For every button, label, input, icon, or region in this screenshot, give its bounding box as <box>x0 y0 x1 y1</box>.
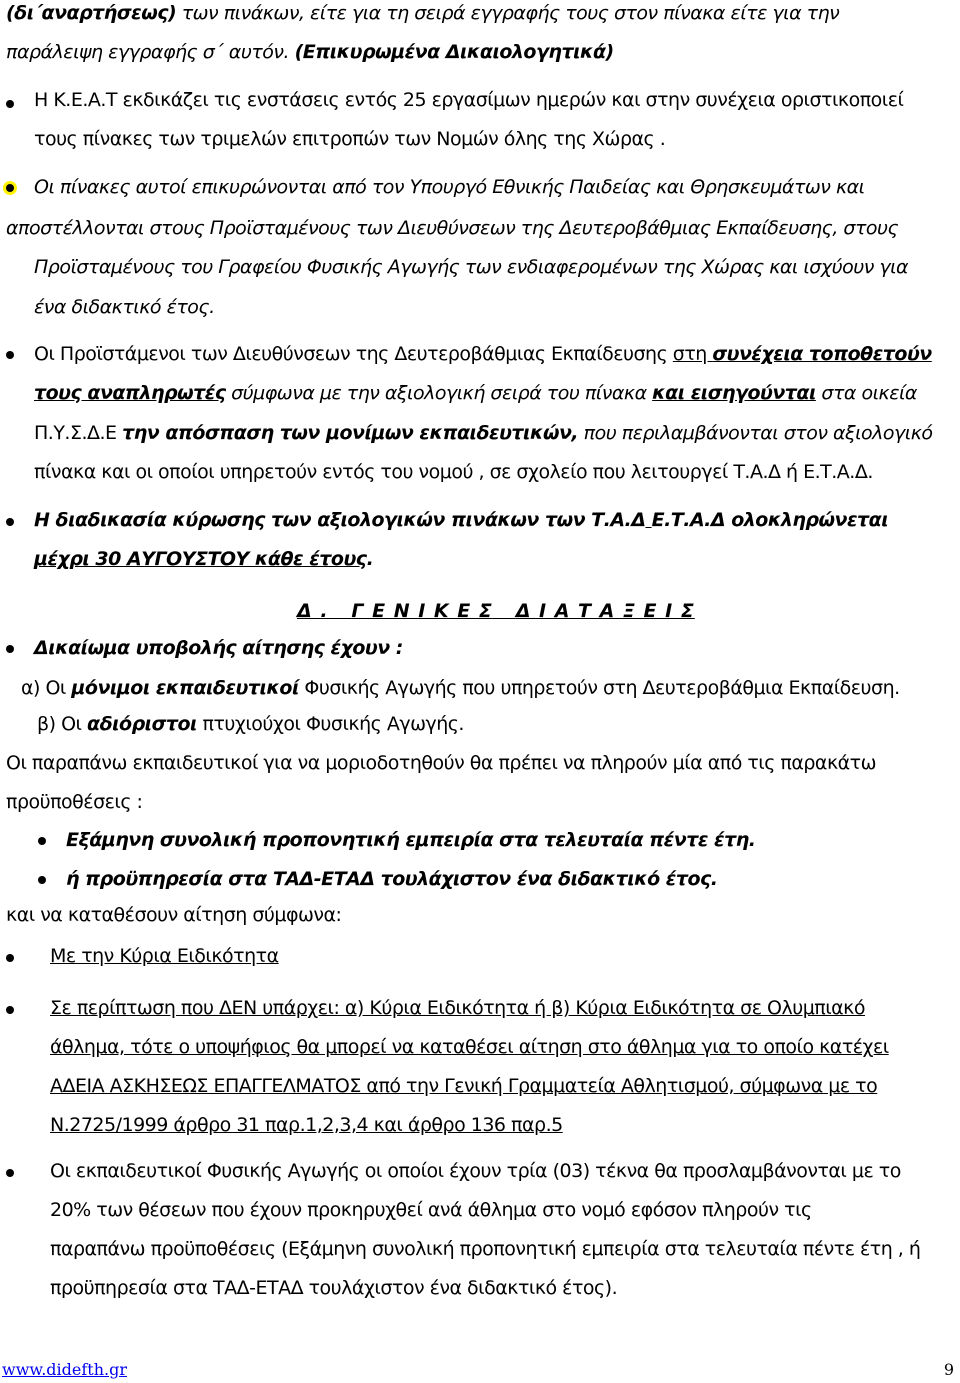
main-specialty-item: Με την Κύρια Ειδικότητα <box>50 945 279 967</box>
directors-text: Οι Προϊστάμενοι των Διευθύνσεων της Δευτεροβάθμιας Εκπαίδευσης <box>34 343 673 365</box>
directors-text-4: που περιλαμβάνονται στον αξιολογικό <box>578 422 933 444</box>
no-specialty-line-3: ΑΔΕΙΑ ΑΣΚΗΣΕΩΣ ΕΠΑΓΓΕΛΜΑΤΟΣ από την Γενική Γραμματεία Αθλητισμού, σύμφωνα με το <box>50 1075 878 1097</box>
directors-underline: στη <box>672 343 713 365</box>
conditions-line-1: Οι παραπάνω εκπαιδευτικοί για να μοριοδοτηθούν θα πρέπει να πληρούν μία από τις παρακάτω <box>6 752 877 774</box>
requirement-1: Εξάμηνη συνολική προπονητική εμπειρία στα τελευταία πέντε έτη. <box>66 829 756 851</box>
permanent-teachers: μόνιμοι εκπαιδευτικοί <box>71 677 299 699</box>
bullet-icon <box>6 100 14 108</box>
eligibility-heading: Δικαίωμα υποβολής αίτησης έχουν : <box>34 637 403 659</box>
ministry-line-4: ένα διδακτικό έτος. <box>34 296 215 318</box>
page-number: 9 <box>943 1360 954 1379</box>
directors-line-2 <box>34 381 917 405</box>
requirement-2: ή προϋπηρεσία στα ΤΑΔ-ΕΤΑΔ τουλάχιστον ένα διδακτικό έτος. <box>66 868 718 890</box>
conditions-line-2: προϋποθέσεις : <box>6 791 143 813</box>
application-intro: και να καταθέσουν αίτηση σύμφωνα: <box>6 904 342 926</box>
ratification-etad: Ε.Τ.Α.Δ <box>651 509 726 531</box>
secondment-emphasis: την απόσπαση των μονίμων εκπαιδευτικών, <box>122 422 579 444</box>
beta-prefix: β) Οι <box>37 713 88 735</box>
intro-text: των πινάκων, είτε για τη σειρά εγγραφής τους στον πίνακα είτε για την <box>176 2 840 24</box>
ratification-text: Η διαδικασία κύρωσης των αξιολογικών πινάκων των Τ.Α.Δ <box>34 509 646 531</box>
intro-emphasis: (δι΄αναρτήσεως) <box>6 2 177 24</box>
pysde-text: Π.Υ.Σ.Δ.Ε <box>34 422 123 444</box>
three-children-line-2: 20% των θέσεων που έχουν προκηρυχθεί ανά άθλημα στο νομό εφόσον πληρούν τις <box>50 1199 812 1221</box>
ministry-line-1: Οι πίνακες αυτοί επικυρώνονται από τον Υπουργό Εθνικής Παιδείας και Θρησκευμάτων και <box>34 176 865 198</box>
kead-line-1: Η Κ.Ε.Α.Τ εκδικάζει τις ενστάσεις εντός 25 εργασίμων ημερών και στην συνέχεια οριστικοποιεί <box>34 89 904 111</box>
three-children-line-1: Οι εκπαιδευτικοί Φυσικής Αγωγής οι οποίοι έχουν τρία (03) τέκνα θα προσλαμβάνονται με το <box>50 1160 901 1182</box>
bullet-icon <box>38 837 46 845</box>
period: . <box>366 548 374 570</box>
eligibility-beta <box>37 712 464 736</box>
three-children-line-3: παραπάνω προϋποθέσεις (Εξάμηνη συνολική προπονητική εμπειρία στα τελευταία πέντε έτη , ή <box>50 1238 921 1260</box>
section-title-word-2: Δ Ι Α Τ Α Ξ Ε Ι Σ <box>515 600 695 622</box>
kead-line-2: τους πίνακες των τριμελών επιτροπών των Νομών όλης της Χώρας . <box>34 128 666 150</box>
bullet-icon <box>6 1169 14 1177</box>
no-specialty-line-4: Ν.2725/1999 άρθρο 31 παρ.1,2,3,4 και άρθρο 136 παρ.5 <box>50 1114 563 1136</box>
ratification-text-2: ολοκληρώνεται <box>725 509 889 531</box>
section-title <box>297 599 695 623</box>
bullet-icon <box>6 351 14 359</box>
alpha-prefix: α) Οι <box>21 677 72 699</box>
site-link[interactable]: www.didefth.gr <box>2 1360 127 1379</box>
eligibility-alpha <box>21 676 900 700</box>
section-title-letter: Δ . <box>297 600 329 622</box>
bullet-icon <box>6 518 14 526</box>
bullet-highlighted-icon <box>6 184 14 192</box>
intro-line-1 <box>6 1 839 25</box>
no-specialty-line-2: άθλημα, τότε ο υποψήφιος θα μπορεί να καταθέσει αίτηση στο άθλημα για το οποίο κατέχει <box>50 1036 889 1058</box>
intro-text-2: παράλειψη εγγραφής σ΄ αυτόν. <box>6 41 295 63</box>
section-title-word-1: Γ Ε Ν Ι Κ Ε Σ <box>351 600 493 622</box>
bullet-icon <box>6 954 14 962</box>
directors-line-1 <box>34 342 932 366</box>
alpha-text: Φυσικής Αγωγής που υπηρετούν στη Δευτεροβάθμια Εκπαίδευση. <box>298 677 900 699</box>
ministry-line-3: Προϊσταμένους του Γραφείου Φυσικής Αγωγής των ενδιαφερομένων της Χώρας και ισχύουν για <box>34 256 909 278</box>
certified-docs-label: (Επικυρωμένα Δικαιολογητικά) <box>294 41 614 63</box>
august-deadline: μέχρι 30 ΑΥΓΟΥΣΤΟΥ κάθε έτους <box>34 548 367 570</box>
beta-text: πτυχιούχοι Φυσικής Αγωγής. <box>196 713 464 735</box>
directors-text-2: σύμφωνα με την αξιολογική σειρά του πίνακα <box>225 382 653 404</box>
directors-emphasis: συνέχεια τοποθετούν <box>712 343 932 365</box>
bullet-icon <box>6 645 14 653</box>
substitutes-emphasis: τους αναπληρωτές <box>34 382 226 404</box>
ratification-line-1 <box>34 508 888 532</box>
directors-line-4: πίνακα και οι οποίοι υπηρετούν εντός του νομού , σε σχολείο που λειτουργεί Τ.Α.Δ ή Ε.Τ.Α.Δ. <box>34 461 873 483</box>
three-children-line-4: προϋπηρεσία στα ΤΑΔ-ΕΤΑΔ τουλάχιστον ένα διδακτικό έτος). <box>50 1277 618 1299</box>
ratification-line-2 <box>34 547 373 571</box>
bullet-icon <box>38 876 46 884</box>
footer-link-row <box>2 1360 127 1380</box>
bullet-icon <box>6 1006 14 1014</box>
intro-line-2 <box>6 40 614 64</box>
no-specialty-line-1: Σε περίπτωση που ΔΕΝ υπάρχει: α) Κύρια Ειδικότητα ή β) Κύρια Ειδικότητα σε Ολυμπιακό <box>50 997 865 1019</box>
directors-line-3 <box>34 421 933 445</box>
ministry-line-2: αποστέλλονται στους Προϊσταμένους των Διευθύνσεων της Δευτεροβάθμιας Εκπαίδευσης, στους <box>6 217 899 239</box>
directors-text-3: στα οικεία <box>815 382 917 404</box>
propose-emphasis: και εισηγούνται <box>652 382 816 404</box>
unappointed-teachers: αδιόριστοι <box>87 713 197 735</box>
